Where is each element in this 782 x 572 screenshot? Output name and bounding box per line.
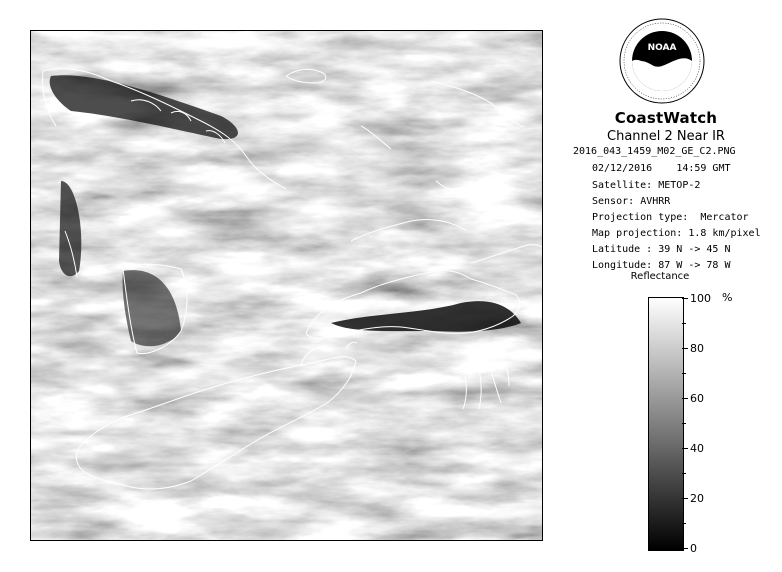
scale-minor-tick [682,523,686,524]
time: 14:59 GMT [676,163,731,174]
product-title: CoastWatch [614,109,718,127]
longitude-row: Longitude: 87 W -> 78 W [592,260,731,271]
satellite-row: Satellite: METOP-2 [592,180,701,191]
filename: 2016_043_1459_M02_GE_C2.PNG [573,146,736,157]
scale-label-100: 100 [690,292,711,305]
scale-tick-60 [682,398,688,399]
sensor-row: Sensor: AVHRR [592,196,671,207]
scale-label-40: 40 [690,442,704,455]
date-time [592,163,731,175]
scale-tick-80 [682,348,688,349]
scale-minor-tick [682,473,686,474]
scale-label-0: 0 [690,542,697,555]
scale-unit: % [722,291,733,304]
scale-tick-20 [682,498,688,499]
sensor-value: AVHRR [640,196,671,207]
projection-type-row: Projection type: Mercator [592,212,749,223]
scale-label-80: 80 [690,342,704,355]
scale-label-60: 60 [690,392,704,405]
scale-minor-tick [682,373,686,374]
scale-tick-100 [682,298,688,299]
scale-title: Reflectance [630,271,690,282]
reflectance-scale-bar [648,297,684,551]
scale-tick-40 [682,448,688,449]
latitude-row: Latitude : 39 N -> 45 N [592,244,731,255]
logo-text: NOAA [647,43,677,53]
scale-tick-0 [682,548,688,549]
scale-minor-tick [682,323,686,324]
scale-minor-tick [682,423,686,424]
longitude-value: 87 W -> 78 W [658,260,731,271]
satellite-map [30,30,543,541]
projection-type-value: Mercator [700,212,749,223]
channel-subtitle: Channel 2 Near IR [607,129,725,144]
scale-label-20: 20 [690,492,704,505]
satellite-value: METOP-2 [658,180,701,191]
map-projection-row: Map projection: 1.8 km/pixel [592,228,761,239]
date: 02/12/2016 [592,163,653,174]
noaa-logo [619,18,705,104]
map-projection-value: 1.8 km/pixel [688,228,761,239]
latitude-value: 39 N -> 45 N [658,244,731,255]
